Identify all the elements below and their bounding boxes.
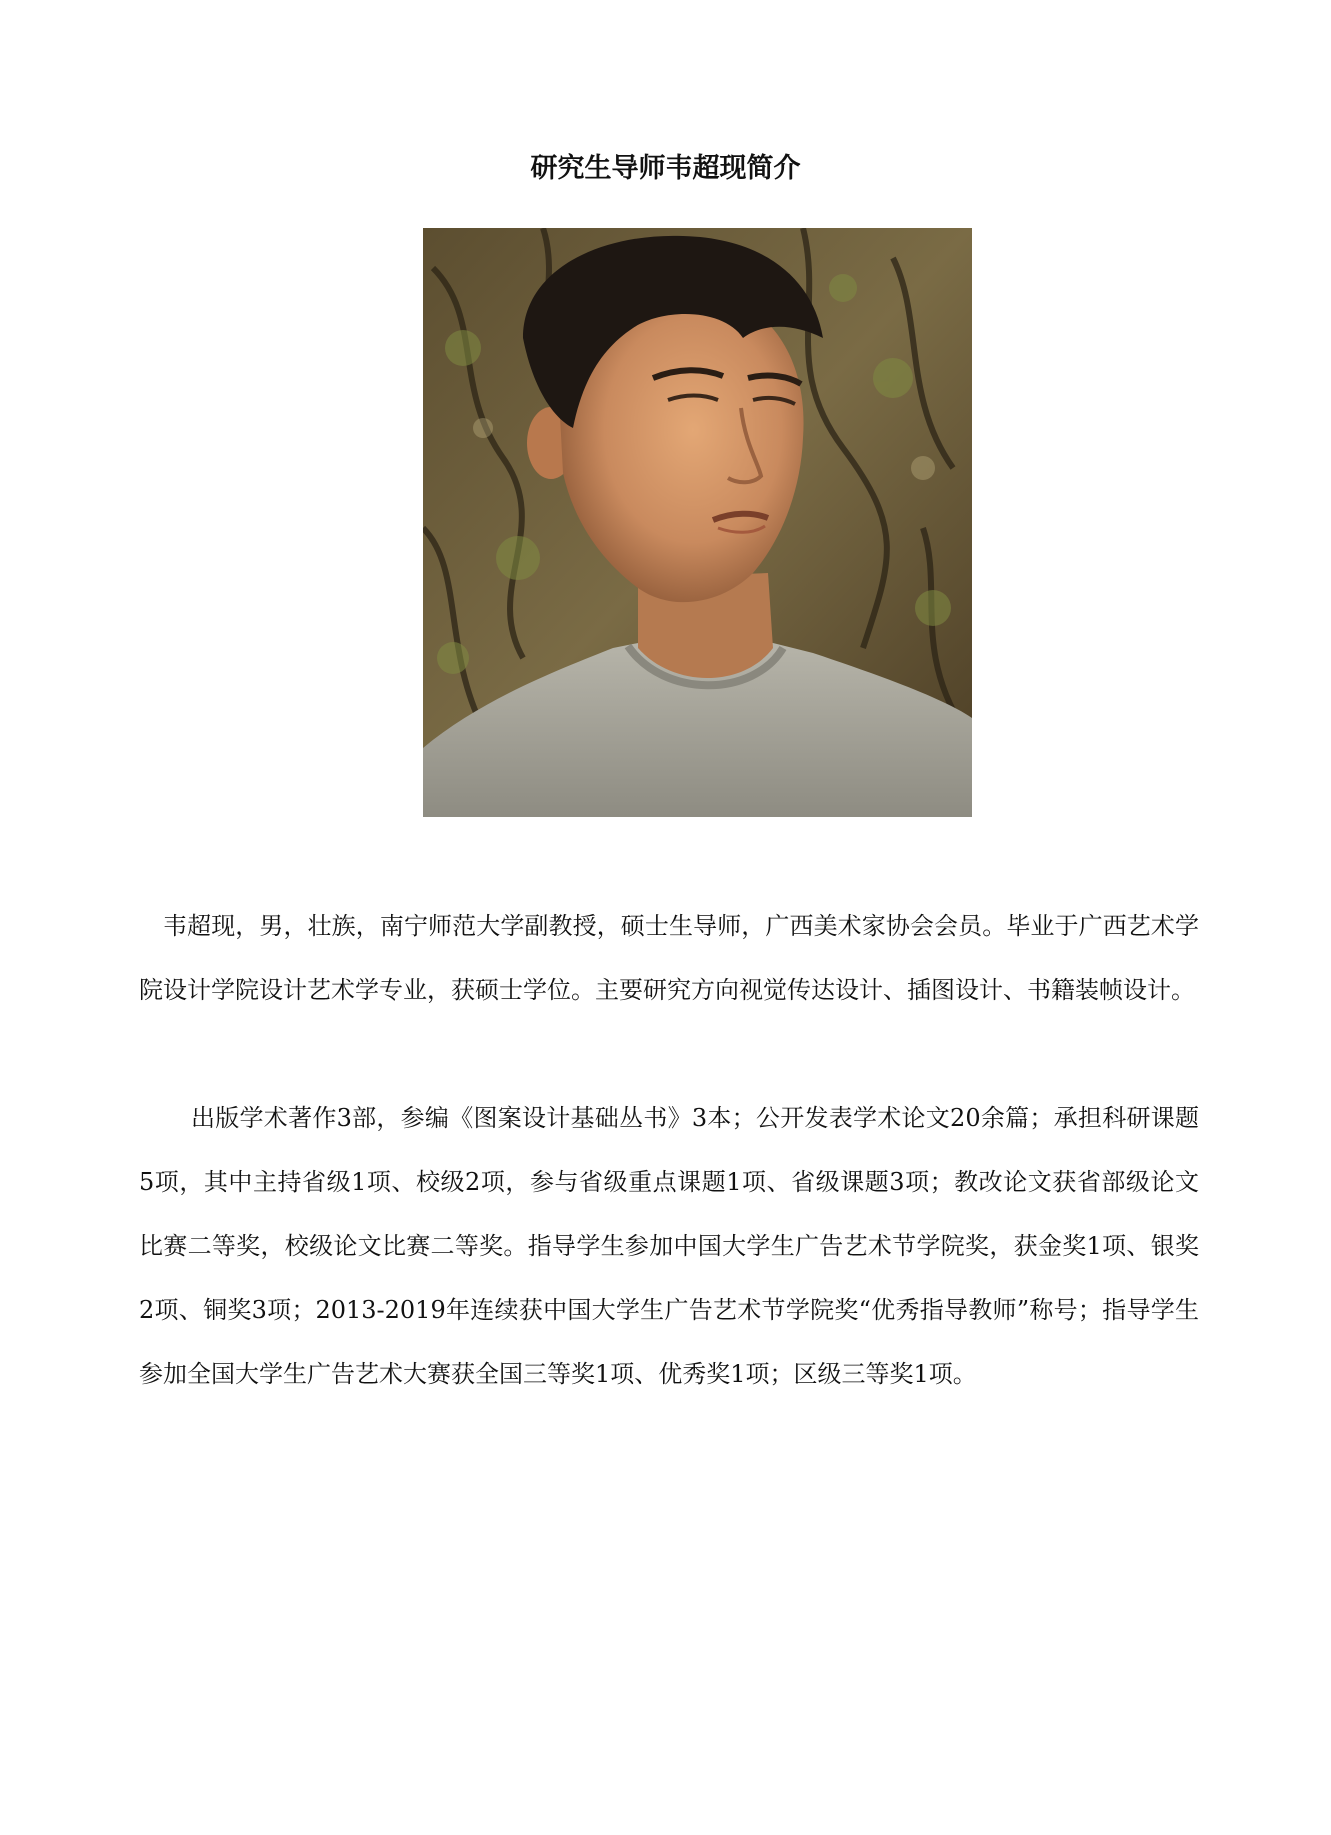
bio-paragraph-2 — [139, 1086, 1199, 1406]
bio-paragraph-text: 韦超现，男，壮族，南宁师范大学副教授，硕士生导师，广西美术家协会会员。毕业于广西艺术学院设计学院设计艺术学专业，获硕士学位。主要研究方向视觉传达设计、插图设计、书籍装帧设计。 — [139, 912, 1199, 1004]
page-title: 研究生导师韦超现简介 — [530, 153, 801, 184]
bio-paragraph-1 — [139, 894, 1199, 1022]
bio-paragraph-text: 出版学术著作3部，参编《图案设计基础丛书》3本；公开发表学术论文20余篇；承担科研课题5项，其中主持省级1项、校级2项，参与省级重点课题1项、省级课题3项；教改论文获省部级论文比赛二等奖，校级论文比赛二等奖。指导学生参加中国大学生广告艺术节学院奖，获金奖1项、银奖2项、铜奖3项；2013-2019年连续获中国大学生广告艺术节学院奖“优秀指导教师”称号；指导学生参加全国大学生广告艺术大赛获全国三等奖1项、优秀奖1项；区级三等奖1项。 — [139, 1104, 1199, 1388]
portrait-photo — [423, 228, 972, 817]
